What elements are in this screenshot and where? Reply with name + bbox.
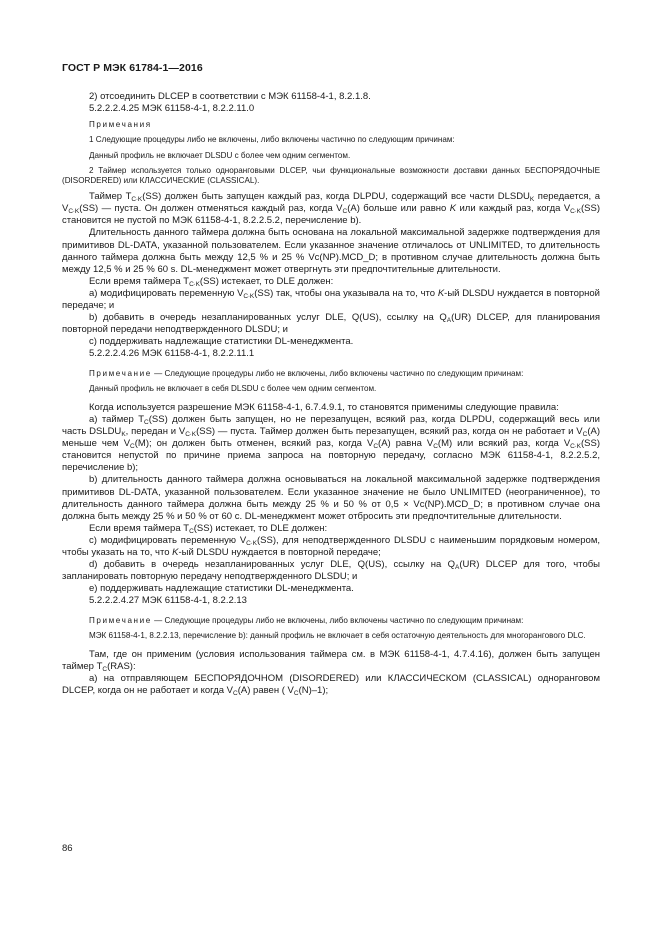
note-title: Примечание: [89, 615, 152, 625]
text-run: K: [449, 203, 457, 215]
text-run: (SS) так, чтобы она указывала на то, что: [254, 287, 438, 299]
subscript: C∙K: [243, 292, 255, 300]
text-run: (A) равна V: [378, 438, 434, 450]
text-run: (SS) становится не пустой по МЭК 61158-4-1, 8.2.2.5.2, перечисление b).: [62, 203, 600, 227]
text-run: (M) или всякий раз, когда V: [437, 438, 571, 450]
text-run: (SS) истекает, то DLE должен:: [199, 275, 334, 287]
subscript: C∙K: [68, 208, 80, 216]
subscript: K: [121, 431, 126, 439]
text-run: (UR) DLCEP, для планирования повторной передачи неподтвержденного DLSDU; и: [62, 312, 600, 336]
text-run: b) добавить в очередь незапланированных услуг DLE, Q(US), ссылку на Q: [89, 312, 447, 324]
subscript: A: [455, 564, 460, 572]
note-line: МЭК 61158-4-1, 8.2.2.13, перечисление b): данный профиль не включает в себя остаточную деятельность для многорангового DLC.: [89, 630, 586, 640]
text-run: (N)–1);: [298, 685, 329, 697]
subscript: C: [189, 527, 194, 535]
note-title: Примечания: [89, 120, 152, 130]
text-run: (SS) — пуста. Таймер должен быть перезапущен, всякий раз, когда он не работает и V: [196, 426, 583, 438]
text-run: K: [437, 287, 445, 299]
subscript: C∙K: [185, 431, 197, 439]
text-run: (SS) должен быть запущен каждый раз, когда DLPDU, содержащий все части DLSDU: [142, 191, 530, 203]
note-line: Данный профиль не включает в себя DLSDU с более чем одним сегментом.: [89, 383, 377, 393]
text-run: Если время таймера T: [89, 275, 190, 287]
text-run: (SS), для неподтвержденного DLSDU с наименьшим порядковым номером, чтобы указать на то, что: [62, 534, 601, 559]
text-run: — Следующие процедуры либо не включены, либо включены частично по следующим причинам:: [151, 368, 524, 378]
subscript: C∙K: [246, 539, 258, 547]
subscript: C: [144, 419, 149, 427]
note-line: [62, 369, 600, 379]
paragraph: [62, 649, 600, 673]
subscript: C: [433, 443, 438, 451]
text-run: (SS) истекает, то DLE должен:: [193, 522, 328, 534]
document-header: ГОСТ Р МЭК 61784-1—2016: [62, 62, 203, 74]
subscript: A: [446, 317, 452, 325]
paragraph: [62, 276, 600, 288]
text-run: (UR) DLCEP для того, чтобы запланировать повторную передачу неподтвержденного DLSDU; и: [62, 559, 600, 583]
list-item: [62, 312, 600, 336]
text-run: Там, где он применим (условия использования таймера см. в МЭК 61158-4-1, 4.7.4.16), должен быть запущен таймер T: [62, 648, 600, 673]
subscript: K: [529, 196, 535, 204]
clause-heading: 5.2.2.2.4.25 МЭК 61158-4-1, 8.2.2.11.0: [89, 103, 255, 115]
text-run: а) таймер T: [89, 414, 145, 426]
note-title: Примечание: [89, 368, 152, 378]
paragraph: Длительность данного таймера должна быть основана на локальной максимальной задержке подтверждения для примитивов DL-DATA, указанной пользователем. Если указанное значение отличалось от UNLIMITED, то длительность данного таймера должна быть между 12,5 % и 25 % Vc(NP).MCD_D; в противном случае длительность должна быть между 12,5 % и 25 % 60 s. DL-менеджмент может отвергнуть эти предпочтительные длительности.: [62, 227, 600, 275]
text-run: с) модифицировать переменную V: [89, 534, 247, 546]
text-run: передается, а V: [62, 191, 600, 215]
subscript: C∙K: [570, 208, 581, 216]
note-line: [62, 616, 600, 626]
list-item: [62, 414, 600, 474]
text-run: а) на отправляющем БЕСПОРЯДОЧНОМ (DISORDERED) или КЛАССИЧЕСКОМ (CLASSICAL) одноранговом DLCEP, когда он не работает и когда V: [62, 673, 600, 697]
text-run: Таймер T: [89, 191, 132, 203]
text-run: K: [172, 547, 179, 559]
text-run: а) модифицировать переменную V: [89, 287, 244, 299]
subscript: C: [130, 443, 135, 451]
paragraph: [62, 191, 600, 227]
text-run: d) добавить в очередь незапланированных услуг DLE, Q(US), ссылку на Q: [89, 559, 456, 571]
page-number: 86: [62, 843, 73, 854]
list-item: с) поддерживать надлежащие статистики DL-менеджмента.: [89, 336, 354, 348]
text-run: Если время таймера T: [89, 522, 190, 534]
paragraph: 2) отсоединить DLCEP в соответствии с МЭК 61158-4-1, 8.2.1.8.: [89, 91, 371, 102]
note-line: Данный профиль не включает DLSDU с более чем одним сегментом.: [89, 150, 351, 160]
clause-heading: 5.2.2.2.4.26 МЭК 61158-4-1, 8.2.2.11.1: [89, 348, 255, 360]
note-line: 1 Следующие процедуры либо не включены, либо включены частично по следующим причинам:: [89, 135, 455, 145]
list-item: [62, 559, 600, 583]
subscript: C: [342, 208, 348, 216]
list-item: е) поддерживать надлежащие статистики DL-менеджмента.: [89, 583, 354, 595]
text-run: (A) равен ( V: [237, 685, 294, 697]
text-run: (A) меньше чем V: [62, 426, 601, 450]
subscript: C: [373, 443, 379, 451]
subscript: C: [102, 666, 108, 674]
text-run: (M); он должен быть отменен, всякий раз, когда V: [134, 438, 374, 450]
text-run: — Следующие процедуры либо не включены, либо включены частично по следующим причинам:: [151, 615, 524, 625]
text-run: (SS) становится непустой по причине приема запроса на повторную передачу, согласно МЭК 61158-4-1, 8.2.2.5.2, перечисление b);: [62, 438, 601, 474]
text-run: или каждый раз, когда V: [456, 203, 571, 215]
text-run: -ый DLSDU нуждается в повторной передаче; и: [62, 287, 600, 312]
clause-heading: 5.2.2.2.4.27 МЭК 61158-4-1, 8.2.2.13: [89, 595, 247, 607]
subscript: C: [293, 690, 299, 698]
paragraph: Когда используется разрешение МЭК 61158-4-1, 6.7.4.9.1, то становятся применимы следующие правила:: [89, 401, 559, 413]
text-run: (SS) — пуста. Он должен отменяться каждый раз, когда V: [79, 203, 343, 215]
subscript: C∙K: [131, 196, 143, 204]
list-item: [62, 288, 600, 312]
subscript: C∙K: [570, 443, 582, 451]
list-item: b) длительность данного таймера должна основываться на локальной максимальной задержке подтверждения примитивов DL-DATA, указанной пользователем. Если указанное значение не было UNLIMITED (неограниченное), то длительность данного таймера должна быть между 25 % и 50 % от 0,5 × Vc(NP).MCD_D; в противном случае она должна быть между 25 % и 50 % от 60 с. DL-менеджмент может отбросить эти предпочтительные длительности.: [62, 474, 600, 522]
list-item: [62, 673, 600, 697]
paragraph: [62, 523, 600, 535]
note-line: 2 Таймер используется только одноранговыми DLCEP, чьи функциональные возможности доставки данных БЕСПОРЯДОЧНЫЕ (DISORDERED) или КЛАССИЧЕСКИЕ (CLASSICAL).: [62, 165, 600, 185]
subscript: C: [233, 690, 238, 698]
document-body: [62, 91, 600, 697]
text-run: , передан и V: [125, 426, 186, 438]
text-run: -ый DLSDU нуждается в повторной передаче;: [178, 547, 381, 559]
text-run: (A) больше или равно: [347, 203, 450, 215]
list-item: [62, 535, 600, 559]
text-run: (RAS):: [107, 661, 136, 673]
subscript: C: [582, 431, 588, 439]
subscript: C∙K: [189, 280, 200, 288]
text-run: (SS) должен быть запущен, но не перезапущен, всякий раз, когда DLPDU, содержащий весь или часть DSLDU: [62, 414, 600, 438]
